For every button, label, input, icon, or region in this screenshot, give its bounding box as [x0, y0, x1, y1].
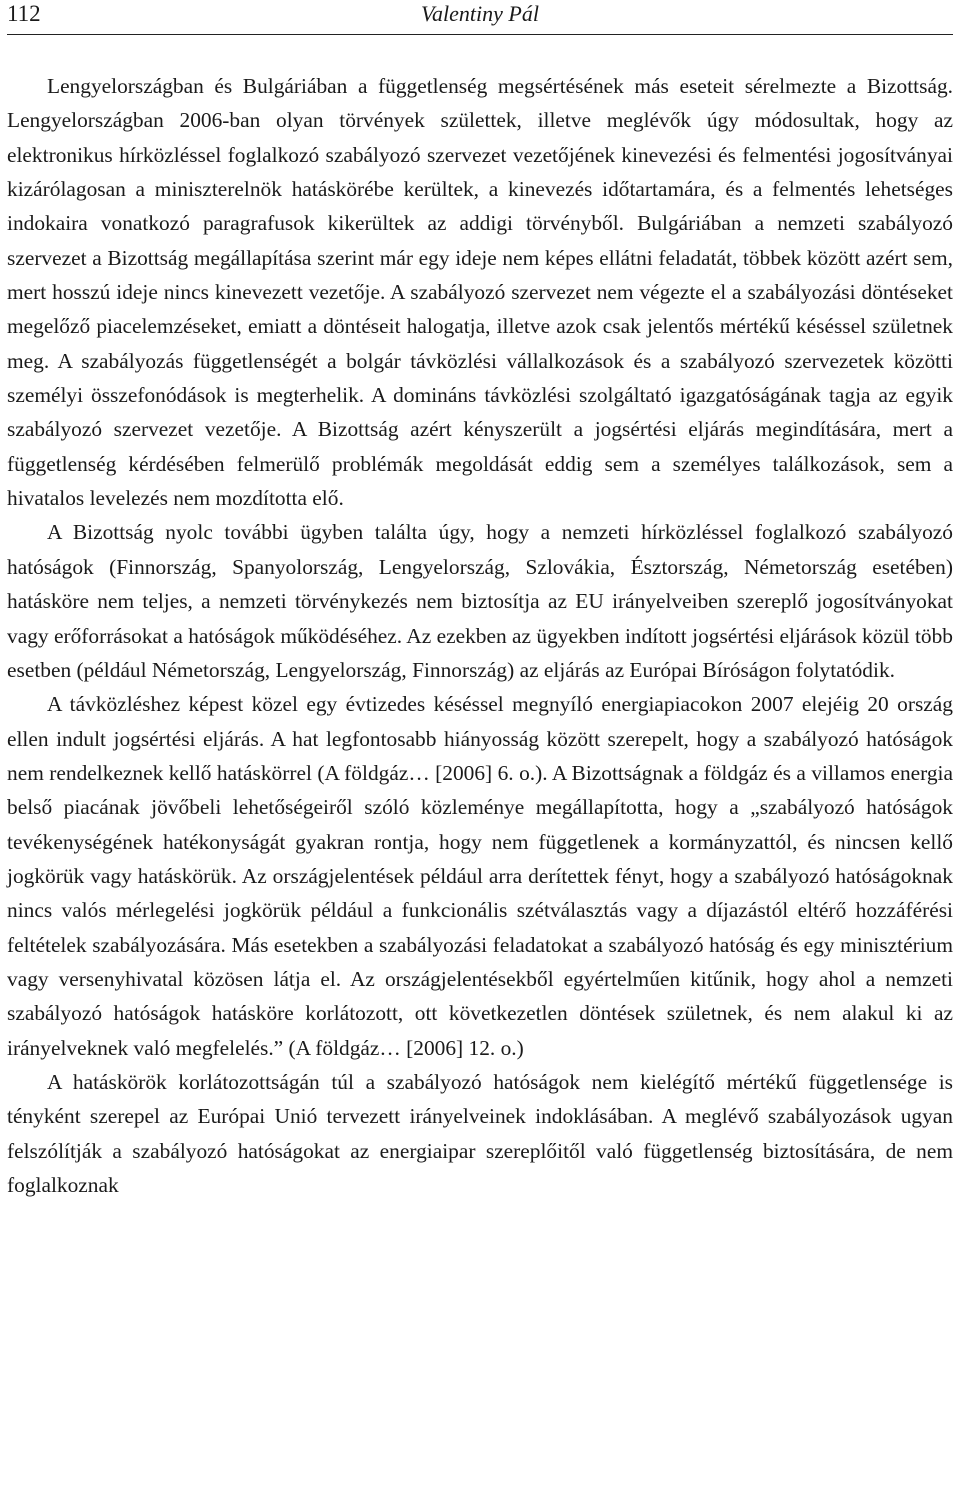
paragraph: A távközléshez képest közel egy évtizedes késéssel megnyíló energiapiacokon 2007 elejéig 20 ország ellen indult jogsértési eljárás. A hat legfontosabb hiányosság között szerepelt, hogy a szabályozó hatóságok nem rendelkeznek kellő hatáskörrel (A földgáz… [2006] 6. o.). A Bizottságnak a földgáz és a villamos energia belső piacának jövőbeli lehetőségeiről szóló közleménye megállapította, hogy a „szabályozó hatóságok tevékenységének hatékonyságát gyakran rontja, hogy nem függetlenek a kormányzattól, és nincsen kellő jogkörük vagy hatáskörük. Az országjelentések például arra derítettek fényt, hogy a szabályozó hatóságoknak nincs valós mérlegelési jogkörük például a funkcionális szétválasztás vagy a díjazástól eltérő hozzáférési feltételek szabályozására. Más esetekben a szabályozási feladatokat a szabályozó hatóság és egy minisztérium vagy versenyhivatal közösen látja el. Az országjelentésekből egyértelműen kitűnik, hogy ahol a nemzeti szabályozó hatóságok hatásköre korlátozott, ott következetlen döntések születnek, és nem alakul ki az irányelveknek való megfelelés.” (A földgáz… [2006] 12. o.) [7, 692, 953, 1060]
paragraph: A Bizottság nyolc további ügyben találta úgy, hogy a nemzeti hírközléssel foglalkozó szabályozó hatóságok (Finnország, Spanyolország, Lengyelország, Szlovákia, Észtország, Németország esetében) hatásköre nem teljes, a nemzeti törvénykezés nem biztosítja az EU irányelveiben szereplő jogosítványokat vagy erőforrásokat a hatóságok működéséhez. Az ezekben az ügyekben indított jogsértési eljárások közül több esetben (például Németország, Lengyelország, Finnország) az eljárás az Európai Bíróságon folytatódik. [7, 520, 953, 682]
paragraph: Lengyelországban és Bulgáriában a függetlenség megsértésének más eseteit sérelmezte a Bizottság. Lengyelországban 2006-ban olyan törvények születtek, illetve meglévők úgy módosultak, hogy az elektronikus hírközléssel foglalkozó szabályozó szervezet vezetőjének kinevezési és felmentési jogosítványai kizárólagosan a miniszterelnök hatáskörébe kerültek, a kinevezés időtartamára, és a felmentés lehetséges indokaira vonatkozó paragrafusok kikerültek az addigi törvényből. Bulgáriában a nemzeti szabályozó szervezet a Bizottság megállapítása szerint már egy ideje nem képes ellátni feladatát, többek között azért sem, mert hosszú ideje nincs kinevezett vezetője. A szabályozó szervezet nem végezte el a szabályozási döntéseket megelőző piacelemzéseket, emiatt a döntéseit halogatja, illetve azok csak jelentős mértékű késéssel születnek meg. A szabályozás függetlenségét a bolgár távközlési vállalkozások és a szabályozó szervezetek közötti személyi összefonódások is megterhelik. A domináns távközlési szolgáltató igazgatóságának tagja az egyik szabályozó szervezet vezetője. A Bizottság azért kényszerült a jogsértési eljárás megindítására, mert a függetlenség kérdésében felmerülő problémák megoldását eddig sem a személyes találkozások, sem a hivatalos levelezés nem mozdította elő. [7, 74, 953, 511]
page-number: 112 [7, 1, 41, 26]
body-text [7, 69, 953, 1202]
running-header [7, 0, 953, 35]
paragraph: A hatáskörök korlátozottságán túl a szabályozó hatóságok nem kielégítő mértékű függetlensége is tényként szerepel az Európai Unió tervezett irányelveinek indoklásában. A meglévő szabályozások ugyan felszólítják a szabályozó hatóságokat az energiaipar szereplőitől való függetlenség biztosítására, de nem foglalkoznak [7, 1069, 953, 1197]
running-title: Valentiny Pál [421, 1, 539, 26]
